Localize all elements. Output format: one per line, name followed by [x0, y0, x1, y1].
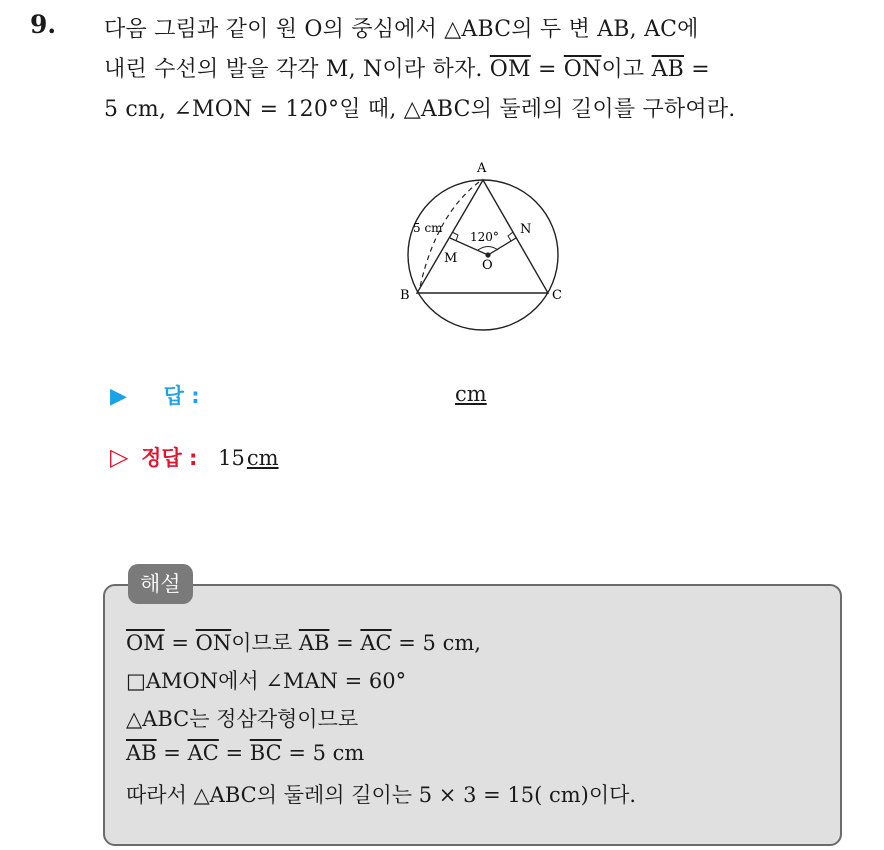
- label-c: C: [552, 288, 562, 303]
- answer-label: 답 :: [163, 384, 200, 408]
- correct-label: 정답 :: [141, 446, 198, 470]
- label-o: O: [482, 258, 493, 273]
- correct-arrow-icon: ▷: [110, 443, 129, 471]
- equals-sign: =: [530, 57, 564, 82]
- question-text: 이고: [601, 57, 652, 82]
- geometry-figure: [396, 155, 566, 335]
- equals-sign: =: [329, 631, 361, 655]
- label-length: 5 cm: [413, 221, 443, 235]
- label-m: M: [444, 251, 458, 266]
- question-number: 9.: [30, 10, 57, 39]
- center-dot: [485, 252, 490, 257]
- question-line-2: [104, 52, 710, 83]
- segment-ab: $\overline{AB}$: [298, 631, 330, 655]
- correct-unit: cm: [246, 446, 279, 470]
- equals-sign: =: [218, 741, 250, 765]
- segment-ac: $\overline{AC}$: [360, 631, 392, 655]
- question-text: =: [684, 57, 710, 82]
- question-text: 내린 수선의 발을 각각 M, N이라 하자.: [104, 57, 490, 82]
- answer-unit: cm: [455, 382, 487, 406]
- solution-text: 이므로: [231, 631, 299, 655]
- solution-text: = 5 cm,: [391, 631, 481, 655]
- question-line-3: 5 cm, ∠MON = 120°일 때, △ABC의 둘레의 길이를 구하여라.: [104, 97, 736, 122]
- solution-line-4: [126, 741, 364, 765]
- label-a: A: [477, 161, 487, 176]
- label-angle: 120°: [470, 230, 499, 244]
- equals-sign: =: [164, 631, 196, 655]
- correct-answer-row: [110, 442, 279, 472]
- segment-om: $\overline{OM}$: [126, 631, 165, 655]
- segment-ab: $\overline{AB}$: [651, 57, 685, 82]
- equals-sign: =: [156, 741, 188, 765]
- angle-arc: [478, 247, 498, 251]
- segment-om: $\overline{OM}$: [489, 57, 531, 82]
- answer-arrow-icon: ▶: [110, 384, 127, 409]
- segment-on: $\overline{ON}$: [195, 631, 232, 655]
- segment-bc: $\overline{BC}$: [249, 741, 282, 765]
- solution-tag: 해설: [128, 564, 193, 604]
- solution-line-5: 따라서 △ABC의 둘레의 길이는 5 × 3 = 15( cm)이다.: [126, 783, 637, 807]
- segment-ac: $\overline{AC}$: [187, 741, 219, 765]
- label-b: B: [400, 288, 410, 303]
- correct-value: 15: [218, 446, 245, 470]
- solution-line-1: [126, 627, 481, 657]
- answer-row: [110, 380, 200, 410]
- segment-ab: $\overline{AB}$: [126, 741, 157, 765]
- question-line-1: 다음 그림과 같이 원 O의 중심에서 △ABC의 두 변 AB, AC에: [104, 17, 699, 42]
- circle-o: [408, 180, 558, 330]
- segment-on: $\overline{ON}$: [563, 57, 602, 82]
- label-n: N: [520, 222, 532, 237]
- solution-line-2: □AMON에서 ∠MAN = 60°: [126, 669, 407, 693]
- solution-line-3: △ABC는 정삼각형이므로: [126, 707, 359, 731]
- solution-text: = 5 cm: [281, 741, 365, 765]
